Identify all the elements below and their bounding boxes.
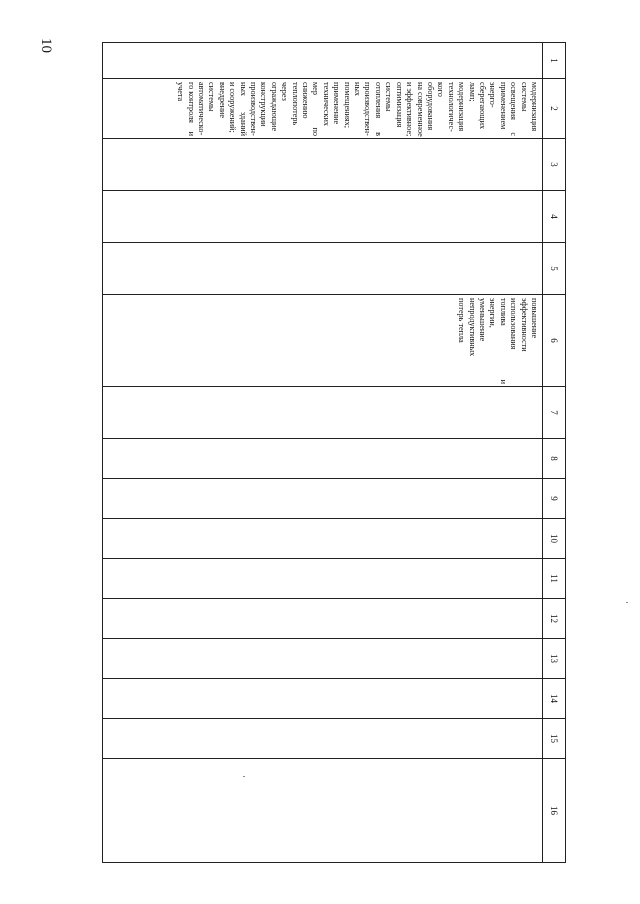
text-line-end: и [498,379,508,384]
text-line [185,82,195,136]
text-line-main: уменьшение [477,298,487,342]
column-header: 4 [543,191,566,243]
text-line [331,82,341,136]
text-line-main: и сооружений; [228,82,238,133]
text-line-main: конструкции [259,82,269,127]
cell-col-9 [103,479,543,519]
text-line [227,82,237,136]
text-line-main: энергии, [488,298,498,328]
text-line-main: применением [498,82,508,130]
text-line-main: непродуктивных [467,298,477,357]
text-line [477,82,487,136]
expected-result-text [456,298,539,384]
scan-speck [626,602,628,603]
text-line-main: снижению [301,82,311,119]
column-header: 10 [543,519,566,559]
text-line [445,82,455,136]
text-line-main: потерь тепла [457,298,467,343]
text-line [268,82,278,136]
text-line [477,298,487,384]
text-line [258,82,268,136]
text-line-main: системы [384,82,394,112]
text-line-main: через [280,82,290,101]
text-line-main: сберегающих [477,82,487,130]
text-line-end: с [509,132,519,136]
text-line-main: освещения [509,82,519,120]
column-header: 12 [543,599,566,639]
column-header: 7 [543,387,566,439]
text-line-main: внедрение [217,82,227,119]
text-line [487,298,497,384]
page-number: 10 [38,38,54,53]
text-line [352,82,362,136]
text-line-end: по [311,127,321,136]
text-line [206,82,216,136]
text-line-main: производствен- [249,82,259,136]
text-line-main: системы [207,82,217,112]
text-line-main: учета [176,82,186,102]
column-header: 9 [543,479,566,519]
text-line [279,82,289,136]
header-row [543,43,566,863]
cell-col-4 [103,191,543,243]
text-line [383,82,393,136]
text-line-main: и эффективное; [405,82,415,137]
text-line-main: автоматическо- [197,82,206,136]
text-line-main: ограждающие [269,82,279,132]
text-line-main: на современное [415,82,425,137]
text-line [456,82,466,136]
text-line [373,82,383,136]
text-line [310,82,320,136]
text-line-end: зданий [238,111,248,136]
text-line [300,82,310,136]
text-line-main: технических [321,82,331,127]
cell-col-7 [103,387,543,439]
text-line-main: мер [311,82,321,95]
text-line-main: системы [519,82,529,112]
text-line [497,298,507,384]
text-line-main: повышение [530,298,539,339]
cell-col-8 [103,439,543,479]
text-line-main: ных [353,82,363,96]
text-line-main: ламп; [467,82,477,102]
text-line-main: помещениях; [342,82,352,128]
text-line [196,82,206,136]
cell-col-10 [103,519,543,559]
text-line-main: го контроля [186,82,196,123]
text-line-main: модернизация [530,82,539,132]
text-line-main: теплопотерь [290,82,300,126]
text-line-main: ных [238,82,248,96]
text-line [248,82,258,136]
text-line [435,82,445,136]
cell-col-12 [103,599,543,639]
cell-col-6 [103,295,543,387]
text-line-main: оптимизация [394,82,404,128]
text-line-main: модернизация [457,82,467,132]
text-line [237,82,247,136]
text-line [216,82,226,136]
text-line [362,82,372,136]
text-line-main: оборудования [425,82,435,131]
text-line-main: технологичес- [446,82,456,132]
column-header: 6 [543,295,566,387]
text-line [289,82,299,136]
cell-col-13 [103,639,543,679]
cell-col-14 [103,679,543,719]
text-line [487,82,497,136]
text-line-end: и [186,131,196,136]
text-line [341,82,351,136]
text-line-main: отопления [373,82,383,119]
text-line-main: применение [332,82,342,125]
measures-text [175,82,539,136]
text-line-main: использования [509,298,519,350]
cell-col-5 [103,243,543,295]
scan-speck [243,776,245,777]
column-header: 3 [543,139,566,191]
column-header: 16 [543,759,566,863]
text-line [508,298,518,384]
column-header: 2 [543,79,566,139]
table-row [103,43,543,863]
text-line [456,298,466,384]
column-header: 11 [543,559,566,599]
cell-col-11 [103,559,543,599]
text-line-main: эффективности [519,298,529,352]
column-header: 5 [543,243,566,295]
cell-col-15 [103,719,543,759]
text-line-main: топлива [498,298,508,326]
column-header: 15 [543,719,566,759]
text-line [393,82,403,136]
cell-col-2 [103,79,543,139]
text-line [518,82,528,136]
text-line [320,82,330,136]
column-header: 14 [543,679,566,719]
column-header: 13 [543,639,566,679]
text-line-main: кого [436,82,446,97]
text-line [518,298,528,384]
cell-col-16 [103,759,543,863]
cell-col-1 [103,43,543,79]
text-line [529,82,539,136]
table-container [106,42,566,862]
text-line-main: энерго- [488,82,498,108]
text-line-main: производствен- [363,82,373,136]
text-line [404,82,414,136]
column-header: 8 [543,439,566,479]
cell-col-3 [103,139,543,191]
text-line [508,82,518,136]
text-line-end: в [373,132,383,136]
text-line [466,298,476,384]
document-table [102,42,566,863]
text-line [425,82,435,136]
column-header: 1 [543,43,566,79]
text-line [414,82,424,136]
text-line [529,298,539,384]
text-line [497,82,507,136]
text-line [175,82,185,136]
text-line [466,82,476,136]
